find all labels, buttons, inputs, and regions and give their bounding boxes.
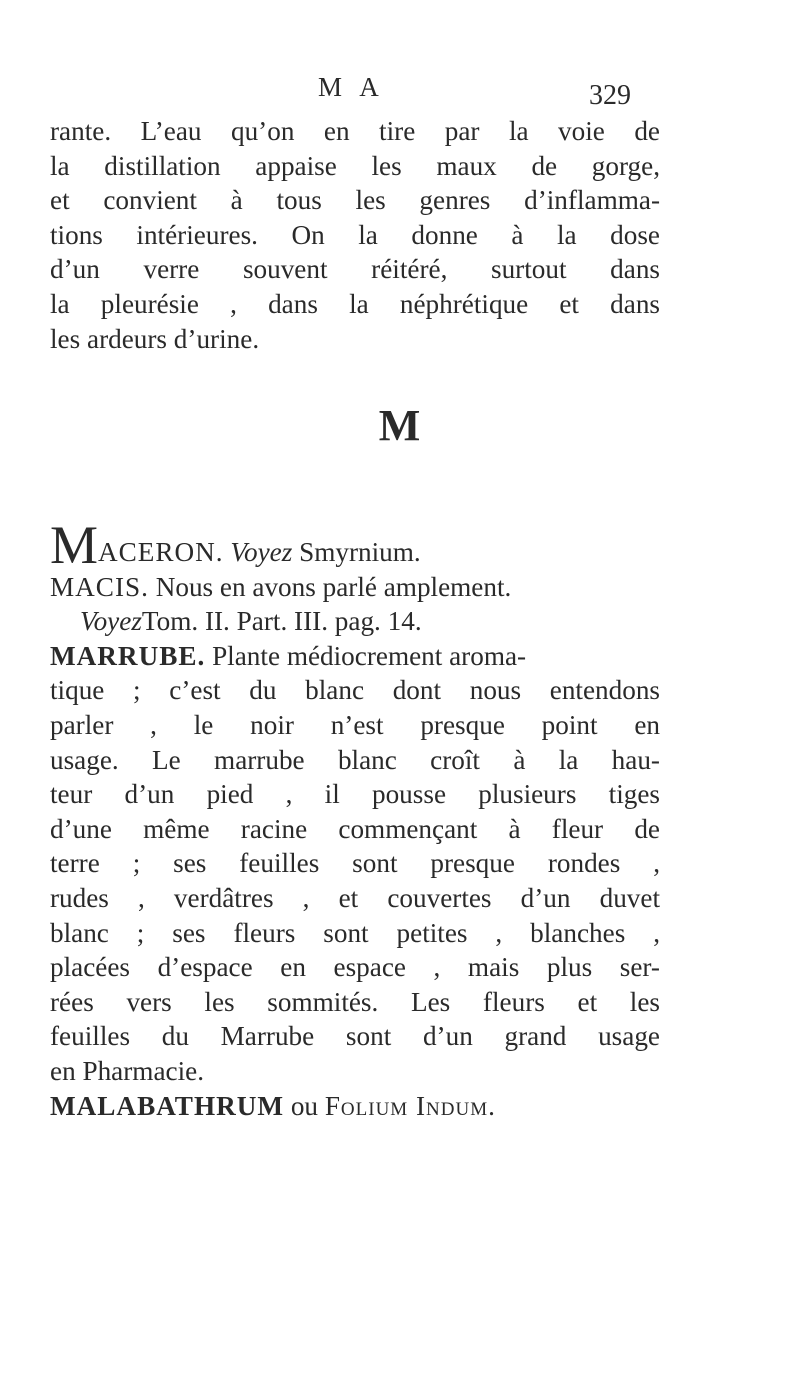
text-line: en Pharmacie. bbox=[50, 1055, 204, 1086]
entry-headword: MARRUBE. bbox=[50, 640, 206, 671]
running-head-title: M A bbox=[318, 72, 385, 102]
see-reference: Voyez bbox=[80, 606, 142, 637]
volume-reference: Tom. II. Part. III. pag. 14. bbox=[141, 606, 422, 637]
text-line: rées vers les sommités. Les fleurs et les bbox=[50, 986, 660, 1017]
dictionary-entries bbox=[50, 515, 660, 1123]
entry-headword: MALABATHRUM bbox=[50, 1090, 285, 1121]
entry-macis bbox=[50, 570, 660, 605]
running-head bbox=[0, 62, 800, 112]
text-line: terre ; ses feuilles sont presque rondes , bbox=[50, 848, 660, 879]
text-line: placées d’espace en espace , mais plus ser- bbox=[50, 952, 660, 983]
entry-text: Plante médiocrement aroma- bbox=[212, 640, 527, 671]
text-line: feuilles du Marrube sont d’un grand usage bbox=[50, 1021, 660, 1052]
entry-marrube bbox=[50, 639, 660, 674]
text-line: blanc ; ses fleurs sont petites , blanches , bbox=[50, 917, 660, 948]
text-line: tions intérieures. On la donne à la dose bbox=[50, 219, 660, 250]
text-line: rante. L’eau qu’on en tire par la voie de bbox=[50, 116, 660, 146]
entry-alternate-name: Folium Indum. bbox=[324, 1090, 496, 1121]
page-number: 329 bbox=[589, 80, 631, 111]
text-line: usage. Le marrube blanc croît à la hau- bbox=[50, 744, 660, 775]
text-line: rudes , verdâtres , et couvertes d’un duvet bbox=[50, 882, 660, 913]
paragraph-continuation bbox=[50, 114, 660, 356]
entry-headword: MACIS. bbox=[50, 571, 149, 602]
text-line: et convient à tous les genres d’inflamma- bbox=[50, 185, 660, 216]
text-line: les ardeurs d’urine. bbox=[50, 323, 260, 354]
text-line: la pleurésie , dans la néphrétique et dans bbox=[50, 288, 660, 319]
drop-initial: M bbox=[50, 515, 99, 575]
see-reference: Voyez bbox=[230, 537, 293, 567]
entry-headword: ACERON. bbox=[98, 537, 224, 567]
text-line: teur d’un pied , il pousse plusieurs tiges bbox=[50, 779, 660, 810]
text-line: la distillation appaise les maux de gorge, bbox=[50, 150, 660, 181]
entry-connector: ou bbox=[290, 1090, 319, 1121]
entry-text: Nous en avons parlé amplement. bbox=[155, 571, 512, 602]
entry-maceron bbox=[50, 515, 660, 575]
text-line: parler , le noir n’est presque point en bbox=[50, 709, 660, 740]
cross-reference-target: Smyrnium. bbox=[299, 537, 421, 567]
text-line: d’une même racine commençant à fleur de bbox=[50, 813, 660, 844]
entry-macis-ref bbox=[50, 604, 660, 639]
text-line: d’un verre souvent réitéré, surtout dans bbox=[50, 254, 660, 285]
section-letter-heading: M bbox=[378, 401, 422, 450]
text-line: tique ; c’est du blanc dont nous entendons bbox=[50, 675, 660, 706]
entry-malabathrum bbox=[50, 1089, 660, 1124]
